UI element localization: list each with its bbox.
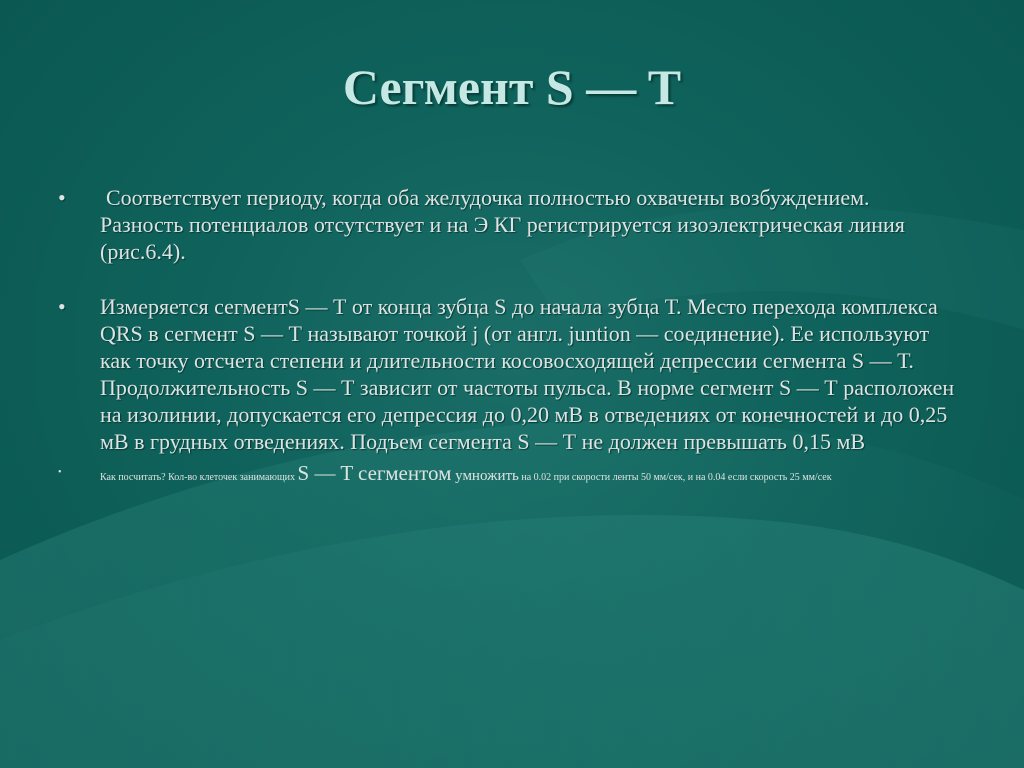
bullet-list — [58, 184, 958, 486]
bullet-text-multiply: умножить — [451, 468, 519, 484]
bullet-icon: • — [58, 467, 62, 478]
bullet-icon: • — [58, 185, 66, 210]
bullet-text-part: на 0.02 при скорости ленты 50 мм/сек, и на 0.04 если скорость 25 мм/сек — [518, 472, 832, 483]
list-item — [58, 461, 958, 486]
slide-title: Сегмент S — T — [342, 59, 682, 115]
list-item — [58, 184, 958, 265]
bullet-text-part: Как посчитать? Кол-во клеточек занимающих — [100, 472, 298, 483]
list-item — [58, 293, 958, 455]
bullet-text: Соответствует периоду, когда оба желудочка полностью охвачены возбуждением. Разность потенциалов отсутствует и на Э КГ регистрируется изоэлектрическая линия (рис.6.4). — [100, 185, 905, 264]
bullet-text-emphasis: S — T сегментом — [297, 461, 452, 485]
bullet-icon: • — [58, 294, 66, 319]
bullet-text: Измеряется сегментS — Т от конца зубца S до начала зубца Т. Место перехода комплекса QRS в сегмент S — Т называют точкой j (от англ. juntion — соединение). Ее используют как точку отсчета степени и длительности косовосходящей депрессии сегмента S — Т. Продолжительность S — Т зависит от частоты пульса. В норме сегмент S — Т расположен на изолинии, допускается его депрессия до 0,20 мВ в отведениях от конечностей и до 0,25 мВ в грудных отведениях. Подъем сегмента S — Т не должен превышать 0,15 мВ — [100, 294, 955, 454]
